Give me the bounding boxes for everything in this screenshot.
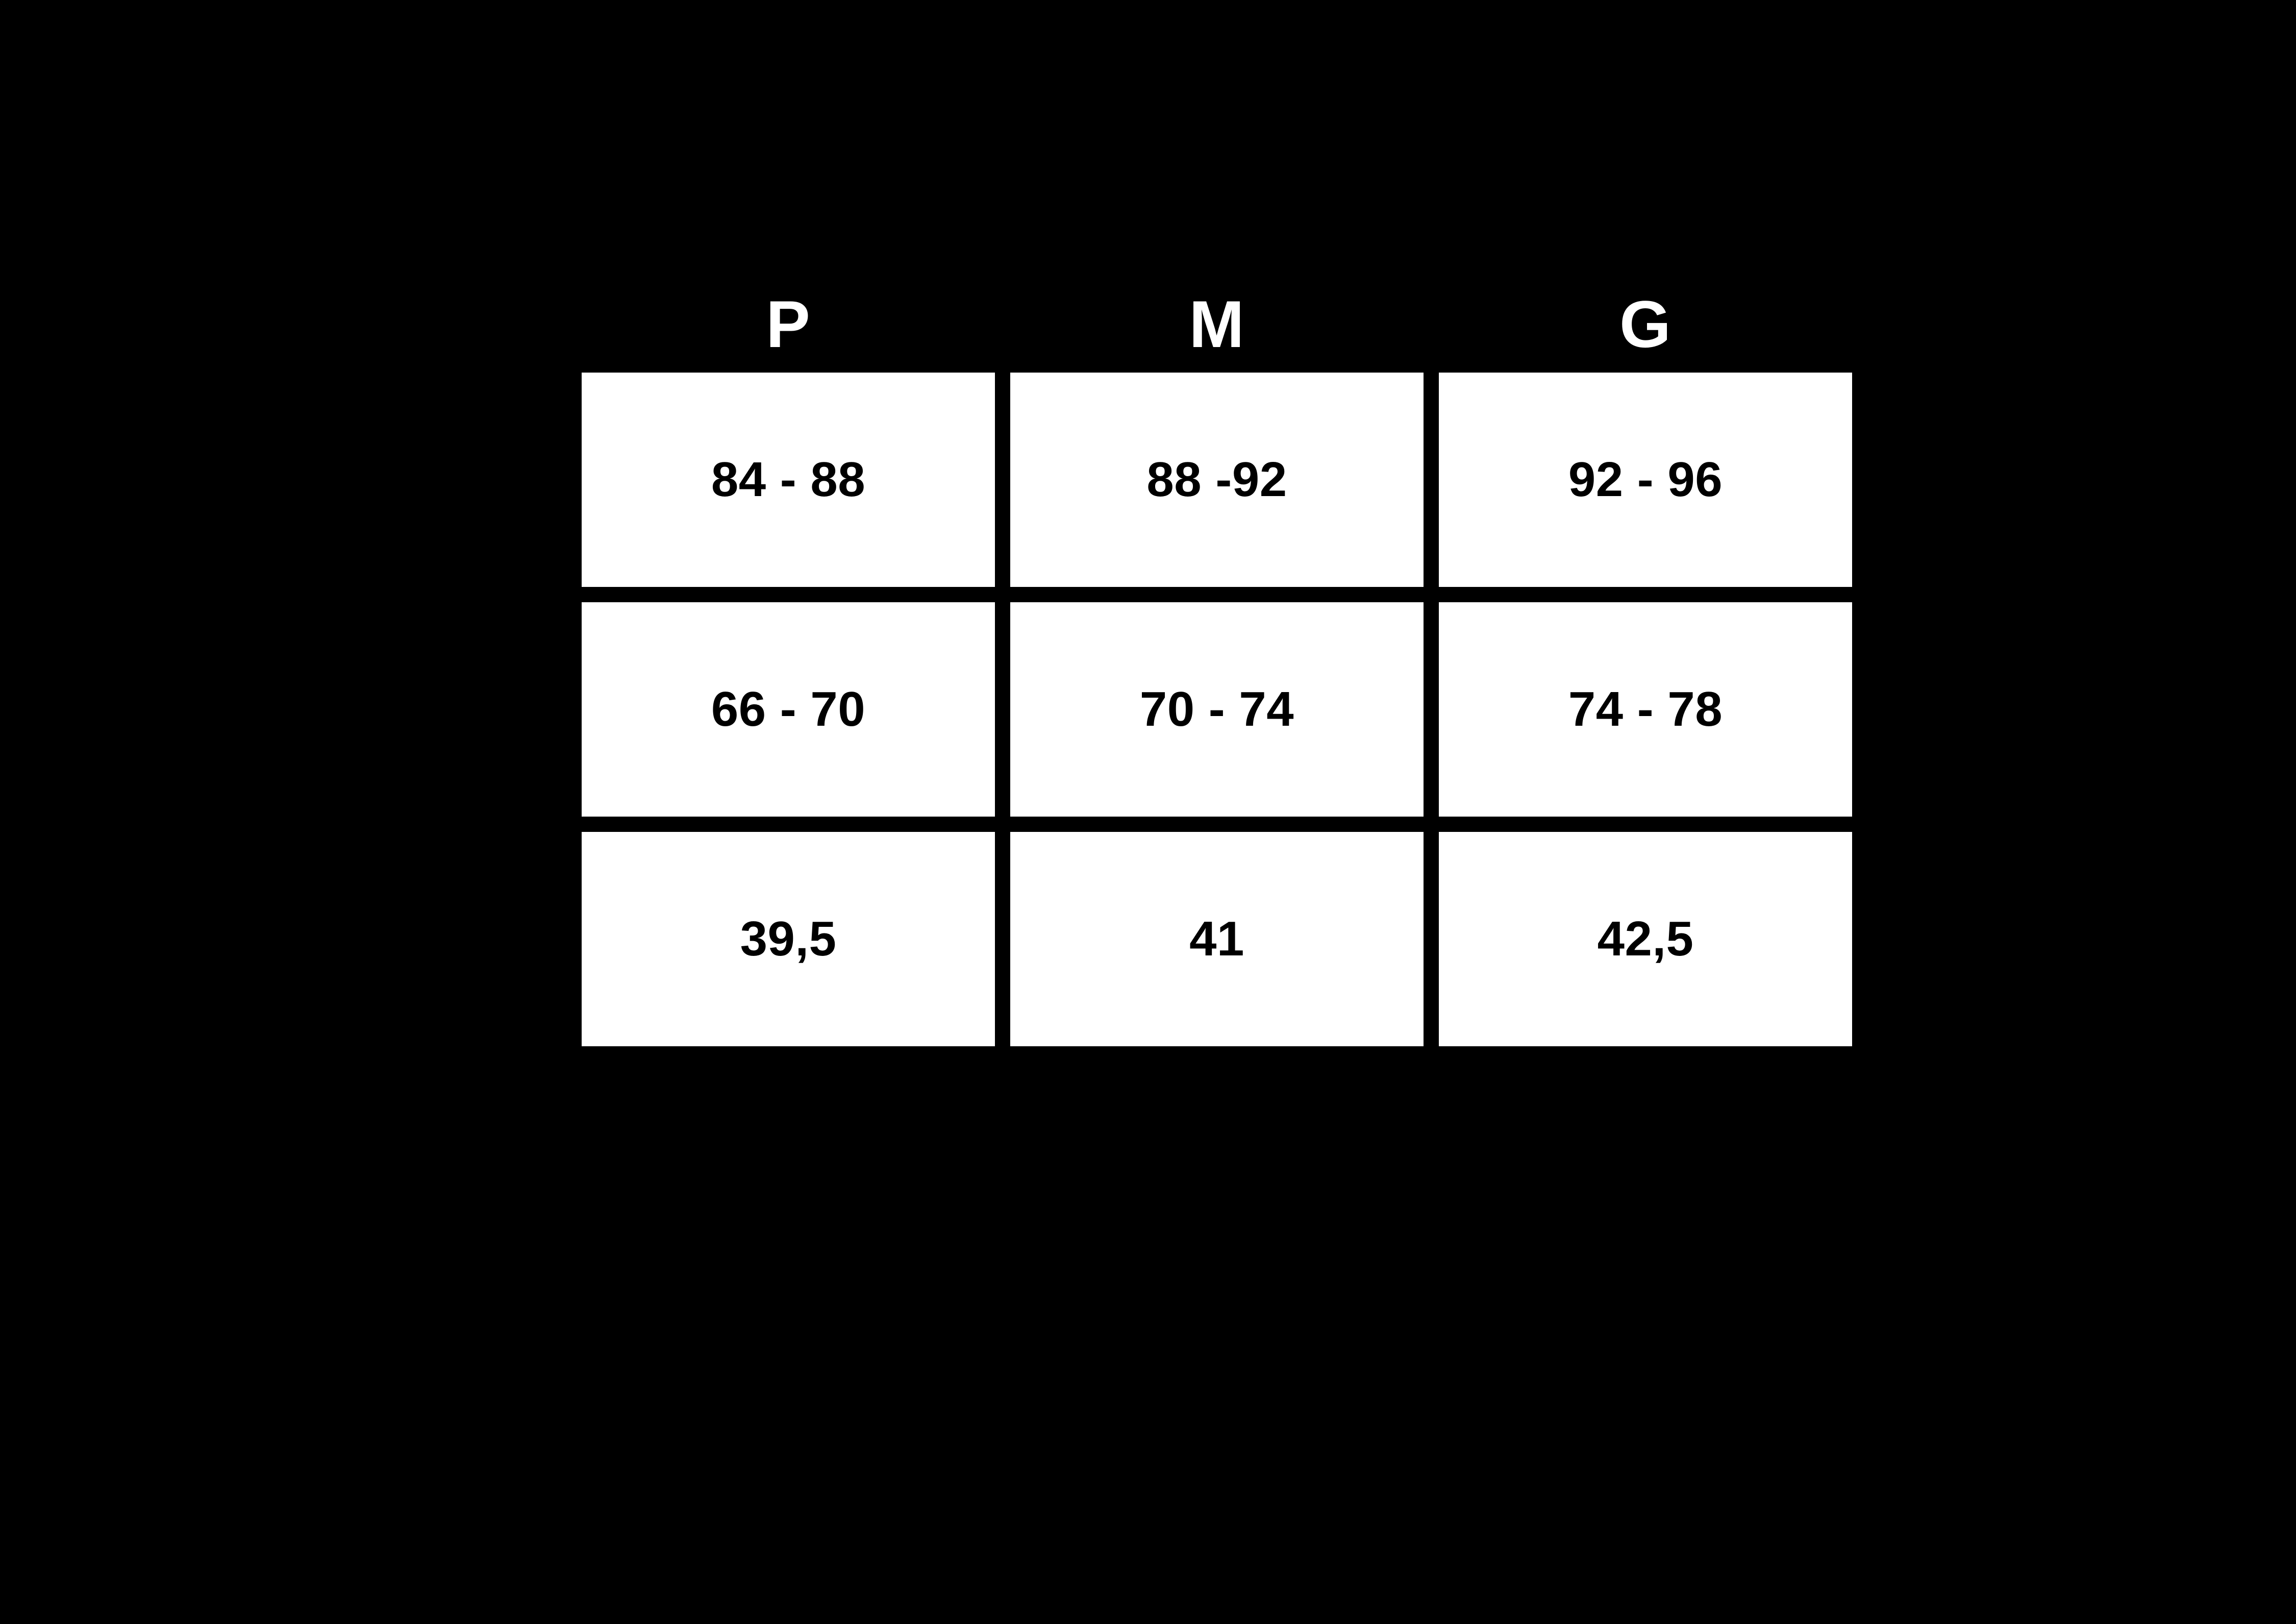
table-cell: 66 - 70	[582, 602, 995, 817]
table-cell: 41	[1010, 832, 1424, 1046]
table-cell: 92 - 96	[1439, 373, 1852, 587]
size-table	[582, 287, 1862, 1046]
table-cell: 84 - 88	[582, 373, 995, 587]
table-row	[582, 373, 1862, 587]
table-header-row	[582, 287, 1862, 361]
table-cell: 70 - 74	[1010, 602, 1424, 817]
column-header-g: G	[1619, 287, 1672, 361]
table-cell: 39,5	[582, 832, 995, 1046]
column-header-p: P	[766, 287, 811, 361]
table-cell: 88 -92	[1010, 373, 1424, 587]
table-cell: 42,5	[1439, 832, 1852, 1046]
table-row	[582, 832, 1862, 1046]
table-cell: 74 - 78	[1439, 602, 1852, 817]
table-row	[582, 602, 1862, 817]
column-header-m: M	[1189, 287, 1245, 361]
